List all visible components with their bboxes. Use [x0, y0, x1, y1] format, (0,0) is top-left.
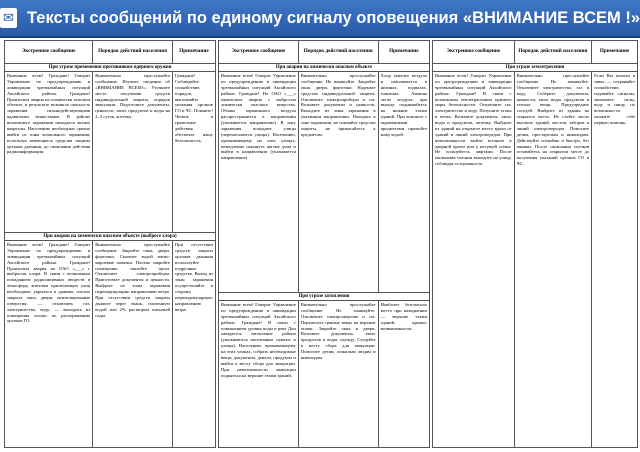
actions-cell: Внимательно прослушайте сообщение. Не паникуйте. Отключите электроэнергию и газ. Перенесите ценные вещи на верхние этажи. Закройте окна и двери. Возьмите документы, запас продуктов и воды, одежду. Следуйте к месту сбора для эвакуации. Помогите детям, пожилым людям и инвалидам. [299, 301, 379, 448]
header-message: Экстренное сообщение [433, 41, 515, 63]
message-cell: Внимание всем! Говорит Управление по предупреждению и ликвидации чрезвычайных ситуаций Аксайского района. Граждане! В связи с повышением уровня воды в реке Дон ожидается затопление района (указываются населенные пункты и улицы). Населению, проживающему на этих улицах, собрать необходимые вещи, документы, деньги, продукты и выйти к месту сбора для эвакуации. При невозможности эвакуации подняться на верхние этажи зданий. [219, 301, 299, 448]
table-column-3 [432, 40, 638, 448]
note-cell: Граждане! Соблюдайте спокойствие, порядок, выполняйте указания органов ГО и ЧС. Помните! Четкие и грамотные действия обеспечат вашу безопасность. [174, 73, 213, 143]
table-row [5, 72, 215, 233]
actions-cell: Внимательно прослушайте сообщение. Не паникуйте. Отключите электричество, газ и воду. Соберите документы, ценности, запас воды, продуктов и теплые вещи. Предупредите соседей. Выйдите из здания на открытое место. Не стойте около высоких зданий, мостов, заборов и линий электропередач. Помогите детям, престарелым и инвалидам. Действуйте спокойно и быстро, без паники. После окончания толчков оставайтесь на открытом месте до получения указаний органов ГО и ЧС. [515, 72, 593, 448]
message-cell: Внимание всем! Граждане! Говорит Управление по предупреждению и ликвидации чрезвычайных ситуаций Аксайского района. Граждане! Произошла авария на химически опасном объекте, в результате возникла опасность заражения сильнодействующими ядовитыми веществами. В районе возможного заражения находятся жилые кварталы. Населению необходимо срочно выйти из зоны возможного заражения, используя имеющиеся средства защиты органов дыхания, до окончания действия радиоинформации. [5, 72, 93, 232]
header-note: Примечание [389, 48, 419, 55]
section-title: При угрозе затопления [219, 293, 429, 301]
table-header [433, 41, 637, 64]
table-header [219, 41, 429, 64]
message-cell: Внимание всем! Говорит Управление по предупреждению и ликвидации чрезвычайных ситуаций Аксайского района. Граждане! На ОАО «___» произошла авария с выбросом химически опасного вещества. Облако зараженного воздуха распространяется в направлении (указывается направление). В зону заражения попадают улицы (перечисляются улицы). Населению, проживающему на этих улицах, немедленно покинуть жилые дома и выйти в направлении (указывается направление). [219, 72, 299, 292]
table-row [219, 72, 429, 293]
header-actions: Порядок действий населения [93, 41, 173, 63]
header-note: Примечание [179, 48, 209, 55]
poster-title: Тексты сообщений по единому сигналу оповещения «ВНИМАНИЕ ВСЕМ !» [27, 8, 640, 27]
section-title: При аварии на химически опасном объекте [219, 64, 429, 72]
actions-cell: Внимательно прослушайте сообщение. Не паникуйте. Закройте окна, двери, форточки. Наденьте средства индивидуальной защиты. Отключите электроприборы и газ. Возьмите документы и ценности. Выходите из зоны заражения в указанном направлении. Находясь в зоне заражения, не снимайте средства защиты, не прикасайтесь к предметам. [299, 72, 379, 292]
note-cell: Наиболее безопасное место при наводнении — верхние этажи зданий, крыши, возвышенности. [380, 302, 427, 331]
message-cell: Внимание всем! Говорит Управление по предупреждению и ликвидации чрезвычайных ситуаций Аксайского района. Граждане! В связи с возможным землетрясением примите меры безопасности. Отключите газ, электричество и воду. Потушите огонь в печах. Возьмите документы, запас воды и продуктов, аптечку. Выйдите из зданий на открытое место вдали от зданий и линий электропередач. При невозможности выйти встаньте в дверной проем или у несущей стены. Не пользуйтесь лифтами. После окончания толчков выходите на улицу, соблюдая осторожность. [433, 72, 515, 448]
header-note: Примечание [599, 48, 630, 55]
note-cell: Если Вы попали в завал — сохраняйте спокойствие, подавайте сигналы, экономьте силы, воду и пищу, по возможности окажите себе первую помощь. [594, 73, 635, 125]
actions-cell: Внимательно прослушайте сообщение. Изучите сведения об «ВНИМАНИЕ ВСЕМ!». Уточните место получения средств индивидуальной защиты, порядок эвакуации. Подготовьте документы, ценности, запас продуктов и воды на 2–3 суток, аптечку. [93, 72, 173, 232]
poster-header [0, 0, 640, 38]
message-cell: Внимание всем! Граждане! Говорит Управление по предупреждению и ликвидации чрезвычайных ситуаций Аксайского района. Граждане! Произошла авария на ОАО «___» с выбросом хлора. В связи с возможным попаданием радиоактивных веществ в атмосферу, жителям прилегающих улиц необходимо: укрыться в зданиях, плотно закрыть окна, двери, вентиляционные отверстия; — отключить газ, электричество, воду; — выходить из помещения только по распоряжению органов ГО. [5, 241, 93, 448]
document-icon: ✉ [0, 8, 17, 28]
header-actions: Порядок действий населения [299, 41, 379, 63]
header-message: Экстренное сообщение [219, 41, 299, 63]
table-row [219, 301, 429, 448]
note-cell: Хлор тяжелее воздуха и скапливается в низинах, подвалах, тоннелях. Аммиак легче воздуха, при выходе поднимайтесь на нижние этажи зданий. При контакте с зараженными предметами промойте кожу водой. [380, 73, 427, 137]
section-title: При угрозе применения противником ядерного оружия [5, 64, 215, 72]
header-actions: Порядок действий населения [515, 41, 593, 63]
table-row [5, 241, 215, 448]
table-column-2 [218, 40, 430, 448]
actions-cell: Внимательно прослушайте сообщение. Закройте окна, двери, форточки. Смочите водой ватно-марлевые повязки. Плотно закройте помещение, заклейте щели. Отключите электроприборы. Приготовьте документы и ценности. Выйдите из зоны заражения перпендикулярно направлению ветра. При отсутствии средств защиты дышите через ткань, смоченную водой или 2% раствором питьевой соды. [93, 241, 173, 448]
note-cell: При отсутствии средств защиты органов дыхания используйте подручные средства. Выход из зоны заражения осуществляйте в сторону, перпендикулярную направлению ветра. [174, 242, 213, 312]
header-message: Экстренное сообщение [5, 41, 93, 63]
section-title: При угрозе землетрясения [433, 64, 637, 72]
table-column-1 [4, 40, 216, 448]
table-row [433, 72, 637, 448]
section-title: При аварии на химически опасном объекте (выбросе хлора) [5, 233, 215, 241]
table-header [5, 41, 215, 64]
